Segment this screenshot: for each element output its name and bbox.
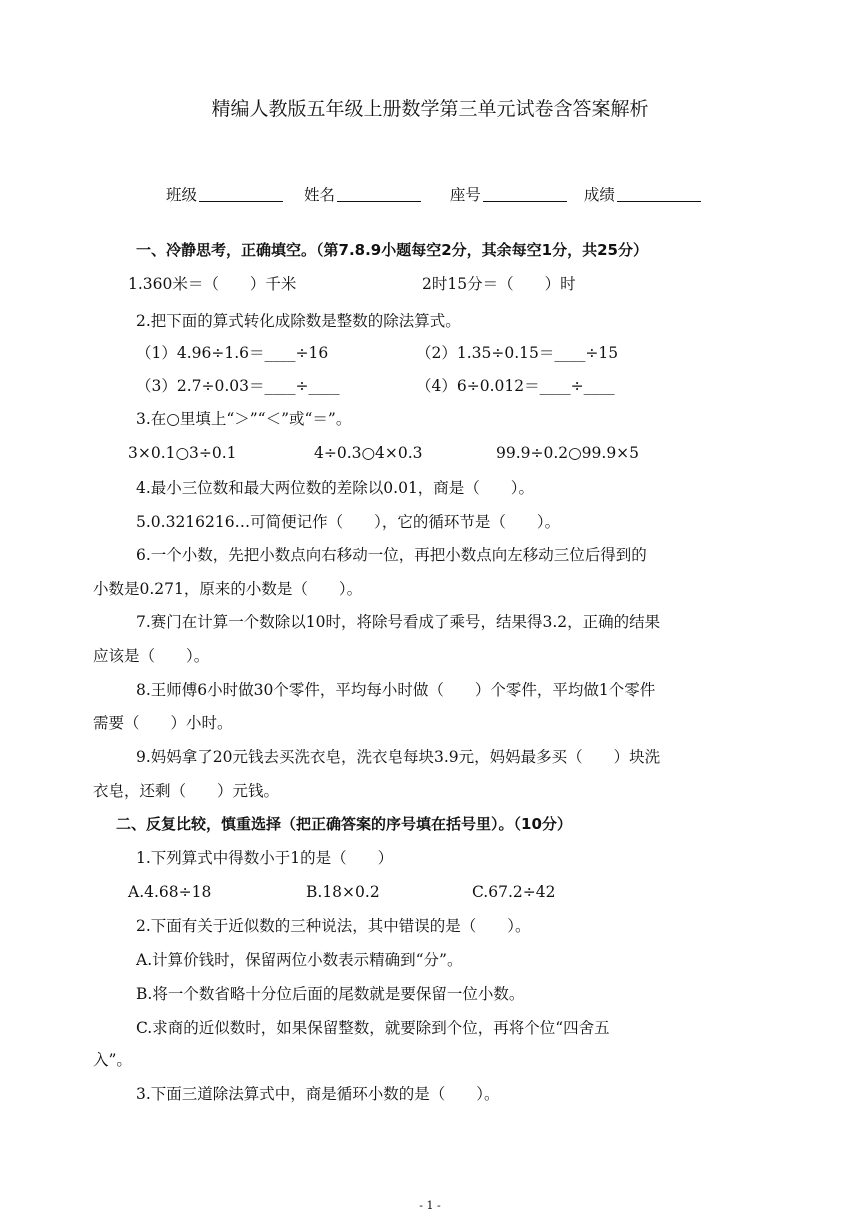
seat-label: 座号 <box>449 186 481 204</box>
name-label: 姓名 <box>303 186 335 204</box>
choice-1-option-c: C.67.2÷42 <box>472 883 556 901</box>
question-3b: 4÷0.3○4×0.3 <box>314 444 423 462</box>
question-3: 3.在○里填上“＞”“＜”或“＝”。 <box>136 410 352 428</box>
choice-2-option-c-line1: C.求商的近似数时，如果保留整数，就要除到个位，再将个位“四舍五 <box>136 1019 610 1037</box>
choice-question-2: 2.下面有关于近似数的三种说法，其中错误的是（ ）。 <box>136 917 531 935</box>
score-blank <box>617 187 701 202</box>
question-9-line1: 9.妈妈拿了20元钱去买洗衣皂，洗衣皂每块3.9元，妈妈最多买（ ）块洗 <box>136 748 661 766</box>
question-2-part3: （3）2.7÷0.03＝____÷____ <box>136 377 340 395</box>
seat-blank <box>483 187 567 202</box>
class-blank <box>199 187 283 202</box>
name-field <box>304 184 421 206</box>
question-2-part4: （4）6÷0.012＝____÷____ <box>416 377 615 395</box>
question-6-line2: 小数是0.271，原来的小数是（ ）。 <box>93 580 363 598</box>
class-label: 班级 <box>166 186 198 204</box>
question-7-line1: 7.赛门在计算一个数除以10时，将除号看成了乘号，结果得3.2，正确的结果 <box>136 613 661 631</box>
choice-1-option-a: A.4.68÷18 <box>128 883 212 901</box>
question-1a: 1.360米＝（ ）千米 <box>128 275 297 293</box>
class-field <box>166 184 283 206</box>
question-1b: 2时15分＝（ ）时 <box>422 275 576 293</box>
section2-heading: 二、反复比较，慎重选择（把正确答案的序号填在括号里）。（10分） <box>116 815 572 833</box>
choice-2-option-c-line2: 入”。 <box>93 1051 132 1069</box>
question-5: 5.0.3216216…可简便记作（ ），它的循环节是（ ）。 <box>136 513 561 531</box>
question-3a: 3×0.1○3÷0.1 <box>128 444 237 462</box>
choice-2-option-b: B.将一个数省略十分位后面的尾数就是要保留一位小数。 <box>136 985 525 1003</box>
name-blank <box>337 187 421 202</box>
question-4: 4.最小三位数和最大两位数的差除以0.01，商是（ ）。 <box>136 479 535 497</box>
choice-2-option-a: A.计算价钱时，保留两位小数表示精确到“分”。 <box>136 951 463 969</box>
question-6-line1: 6.一个小数，先把小数点向右移动一位，再把小数点向左移动三位后得到的 <box>136 546 647 564</box>
page-title: 精编人教版五年级上册数学第三单元试卷含答案解析 <box>211 98 649 120</box>
question-8-line1: 8.王师傅6小时做30个零件，平均每小时做（ ）个零件，平均做1个零件 <box>136 681 656 699</box>
score-field <box>584 184 701 206</box>
question-9-line2: 衣皂，还剩（ ）元钱。 <box>93 782 280 800</box>
score-label: 成绩 <box>583 186 615 204</box>
question-2-part1: （1）4.96÷1.6＝____÷16 <box>136 344 329 362</box>
section1-heading: 一、冷静思考，正确填空。（第7.8.9小题每空2分，其余每空1分，共25分） <box>136 241 648 259</box>
choice-question-1: 1.下列算式中得数小于1的是（ ） <box>136 849 394 867</box>
question-2-part2: （2）1.35÷0.15＝____÷15 <box>416 344 619 362</box>
seat-field <box>450 184 567 206</box>
choice-1-option-b: B.18×0.2 <box>306 883 380 901</box>
question-7-line2: 应该是（ ）。 <box>93 647 210 665</box>
page-number: - 1 - <box>419 1199 441 1212</box>
question-8-line2: 需要（ ）小时。 <box>93 714 233 732</box>
student-info-row <box>166 184 707 206</box>
question-3c: 99.9÷0.2○99.9×5 <box>496 444 640 462</box>
choice-question-3: 3.下面三道除法算式中，商是循环小数的是（ ）。 <box>136 1085 500 1103</box>
question-2: 2.把下面的算式转化成除数是整数的除法算式。 <box>136 312 461 330</box>
